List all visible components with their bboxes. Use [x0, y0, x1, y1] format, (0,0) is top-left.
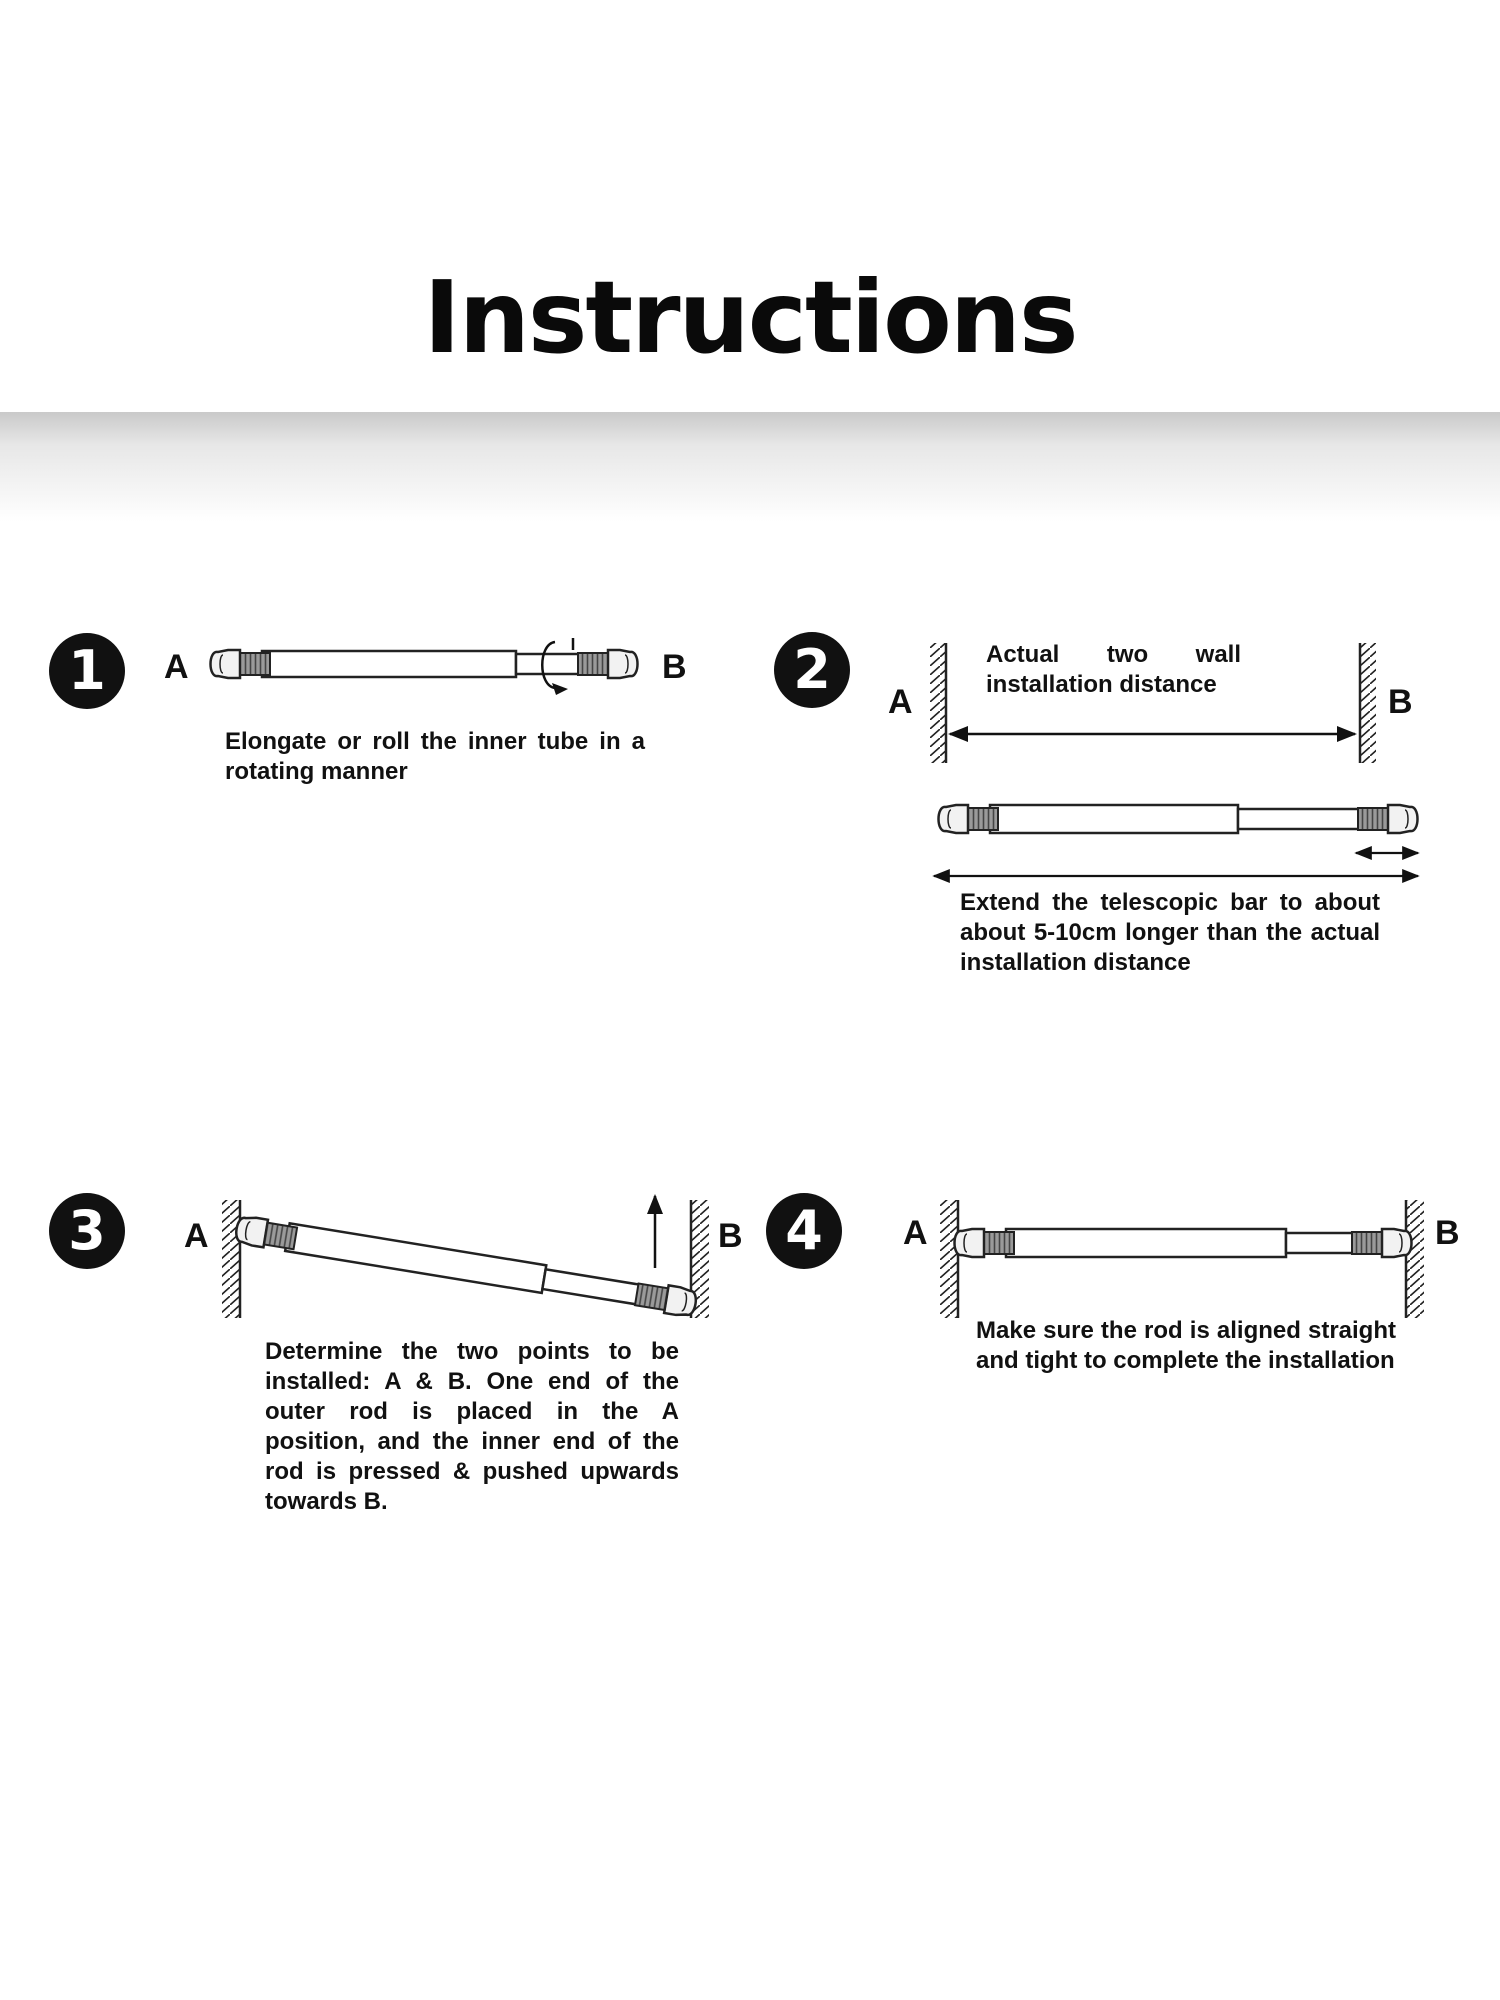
step4-instruction-text: Make sure the rod is aligned straight and tight to complete the installation [976, 1317, 1396, 1374]
step2-rod [939, 805, 1418, 833]
step2-label-b: B [1388, 683, 1413, 721]
step2-number-badge: 2 [774, 632, 850, 708]
step1-instruction-text: Elongate or roll the inner tube in a rotating manner [225, 728, 645, 785]
step4-wall-a [940, 1200, 958, 1318]
step2-instruction-text: Extend the telescopic bar to about about 5-10cm longer than the actual installation distance [960, 889, 1380, 976]
step4-label-b: B [1435, 1214, 1460, 1252]
step1-label-b: B [662, 648, 687, 686]
step2-wall-b [1360, 643, 1376, 763]
step4-wall-b [1406, 1200, 1424, 1318]
step3-wall-a [222, 1200, 240, 1318]
step3-label-b: B [718, 1217, 743, 1255]
step2-distance-label: Actual two wall installation distance [986, 641, 1241, 698]
step2-label-a: A [888, 683, 913, 721]
step1-number-badge: 1 [49, 633, 125, 709]
page-title: Instructions [423, 259, 1077, 376]
step3-number-badge: 3 [49, 1193, 125, 1269]
step3-instruction-text: Determine the two points to be installed: A & B. One end of the outer rod is placed in the A position, and the inner end of the rod is pressed & pushed upwards towards B. [265, 1338, 679, 1515]
step3-tilted-rod [234, 1215, 697, 1318]
step4-straight-rod [955, 1229, 1412, 1257]
step3-label-a: A [184, 1217, 209, 1255]
step1-label-a: A [164, 648, 189, 686]
step1-rod [211, 650, 638, 678]
step4-number-badge: 4 [766, 1193, 842, 1269]
step4-label-a: A [903, 1214, 928, 1252]
step2-wall-a [930, 643, 946, 763]
